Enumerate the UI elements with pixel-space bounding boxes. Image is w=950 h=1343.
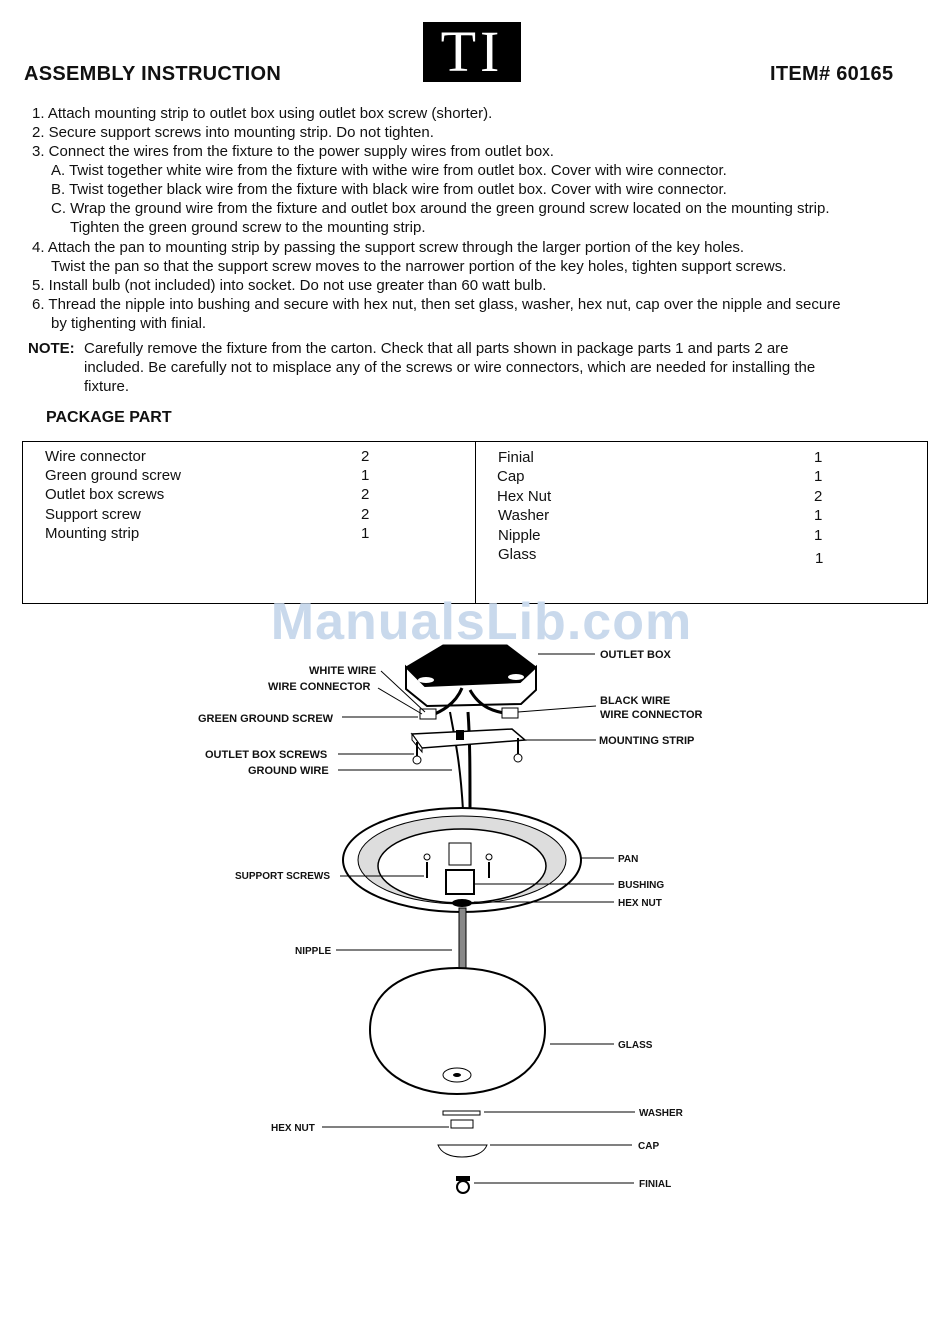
- label-ground-wire: GROUND WIRE: [248, 765, 329, 777]
- label-outlet-box-screws: OUTLET BOX SCREWS: [205, 749, 328, 761]
- part-qty: 1: [815, 550, 824, 567]
- label-white-wire-connector: WIRE CONNECTOR: [268, 681, 371, 693]
- table-divider: [475, 441, 476, 604]
- part-name: Wire connector: [45, 448, 146, 465]
- label-mounting-strip: MOUNTING STRIP: [599, 735, 695, 747]
- label-black-wire-connector: WIRE CONNECTOR: [600, 709, 703, 721]
- hex-nut-drawing: [451, 1120, 473, 1128]
- note-label: NOTE:: [28, 340, 75, 357]
- note-line: included. Be carefully not to misplace any of the screws or wire connectors, which are needed for installing the: [84, 359, 816, 376]
- part-qty: 1: [361, 467, 370, 484]
- label-finial: FINIAL: [639, 1179, 672, 1190]
- instruction-step: 5. Install bulb (not included) into socket. Do not use greater than 60 watt bulb.: [32, 277, 547, 294]
- label-black-wire: BLACK WIRE: [600, 695, 671, 707]
- washer-drawing: [443, 1111, 480, 1115]
- part-qty: 1: [814, 468, 823, 485]
- white-wire-connector: [420, 709, 436, 719]
- cap-drawing: [438, 1145, 487, 1157]
- part-name: Washer: [498, 507, 550, 524]
- outlet-box-drawing: [406, 645, 536, 706]
- part-name: Nipple: [498, 527, 541, 544]
- part-qty: 2: [814, 488, 823, 505]
- instruction-substep: A. Twist together white wire from the fixture with withe wire from outlet box. Cover with wire connector.: [51, 162, 727, 179]
- brand-logo: TI: [423, 22, 521, 82]
- instruction-step: 4. Attach the pan to mounting strip by passing the support screw through the larger portion of the key holes.: [32, 239, 745, 256]
- label-hex-nut-lower: HEX NUT: [271, 1123, 315, 1134]
- instruction-step: 1. Attach mounting strip to outlet box using outlet box screw (shorter).: [32, 105, 493, 122]
- instruction-step: 6. Thread the nipple into bushing and secure with hex nut, then set glass, washer, hex nut, cap over the nipple and secure: [32, 296, 841, 313]
- label-green-ground-screw: GREEN GROUND SCREW: [198, 713, 334, 725]
- part-qty: 2: [361, 448, 370, 465]
- label-support-screws: SUPPORT SCREWS: [235, 871, 331, 882]
- instruction-substep: B. Twist together black wire from the fixture with black wire from outlet box. Cover with wire connector.: [51, 181, 727, 198]
- part-qty: 1: [814, 449, 823, 466]
- part-qty: 2: [361, 486, 370, 503]
- finial-drawing: [456, 1176, 470, 1193]
- label-hex-nut: HEX NUT: [618, 898, 662, 909]
- label-bushing: BUSHING: [618, 880, 665, 891]
- part-name: Glass: [498, 546, 537, 563]
- label-cap: CAP: [638, 1141, 660, 1152]
- watermark: ManualsLib.com: [270, 593, 693, 651]
- part-qty: 1: [361, 525, 370, 542]
- part-name: Hex Nut: [497, 488, 552, 505]
- label-pan: PAN: [618, 854, 639, 865]
- part-name: Mounting strip: [45, 525, 140, 542]
- page-title: ASSEMBLY INSTRUCTION: [24, 63, 282, 85]
- part-name: Green ground screw: [45, 467, 181, 484]
- part-name: Finial: [498, 449, 534, 466]
- glass-drawing: [370, 968, 545, 1094]
- pan-drawing: [343, 808, 581, 912]
- part-name: Cap: [497, 468, 525, 485]
- label-nipple: NIPPLE: [295, 946, 332, 957]
- item-number: ITEM# 60165: [770, 63, 894, 85]
- instruction-substep: C. Wrap the ground wire from the fixture and outlet box around the green ground screw located on the mounting strip.: [51, 200, 830, 217]
- instruction-continuation: by tighenting with finial.: [51, 315, 207, 332]
- label-glass: GLASS: [618, 1040, 653, 1051]
- label-white-wire: WHITE WIRE: [309, 665, 377, 677]
- instruction-step: 3. Connect the wires from the fixture to the power supply wires from outlet box.: [32, 143, 554, 160]
- instruction-continuation: Tighten the green ground screw to the mounting strip.: [70, 219, 426, 236]
- black-wire-connector: [502, 708, 518, 718]
- part-qty: 2: [361, 506, 370, 523]
- instruction-step: 2. Secure support screws into mounting strip. Do not tighten.: [32, 124, 434, 141]
- note-line: Carefully remove the fixture from the carton. Check that all parts shown in package parts 1 and parts 2 are: [84, 340, 789, 357]
- part-qty: 1: [814, 507, 823, 524]
- package-title: PACKAGE PART: [46, 409, 172, 426]
- part-name: Support screw: [45, 506, 141, 523]
- label-outlet-box: OUTLET BOX: [600, 649, 671, 661]
- instruction-continuation: Twist the pan so that the support screw moves to the narrower portion of the key holes, tighten support screws.: [51, 258, 787, 275]
- label-washer: WASHER: [639, 1108, 683, 1119]
- note-line: fixture.: [84, 378, 130, 395]
- part-name: Outlet box screws: [45, 486, 165, 503]
- assembly-diagram: [0, 600, 950, 1220]
- part-qty: 1: [814, 527, 823, 544]
